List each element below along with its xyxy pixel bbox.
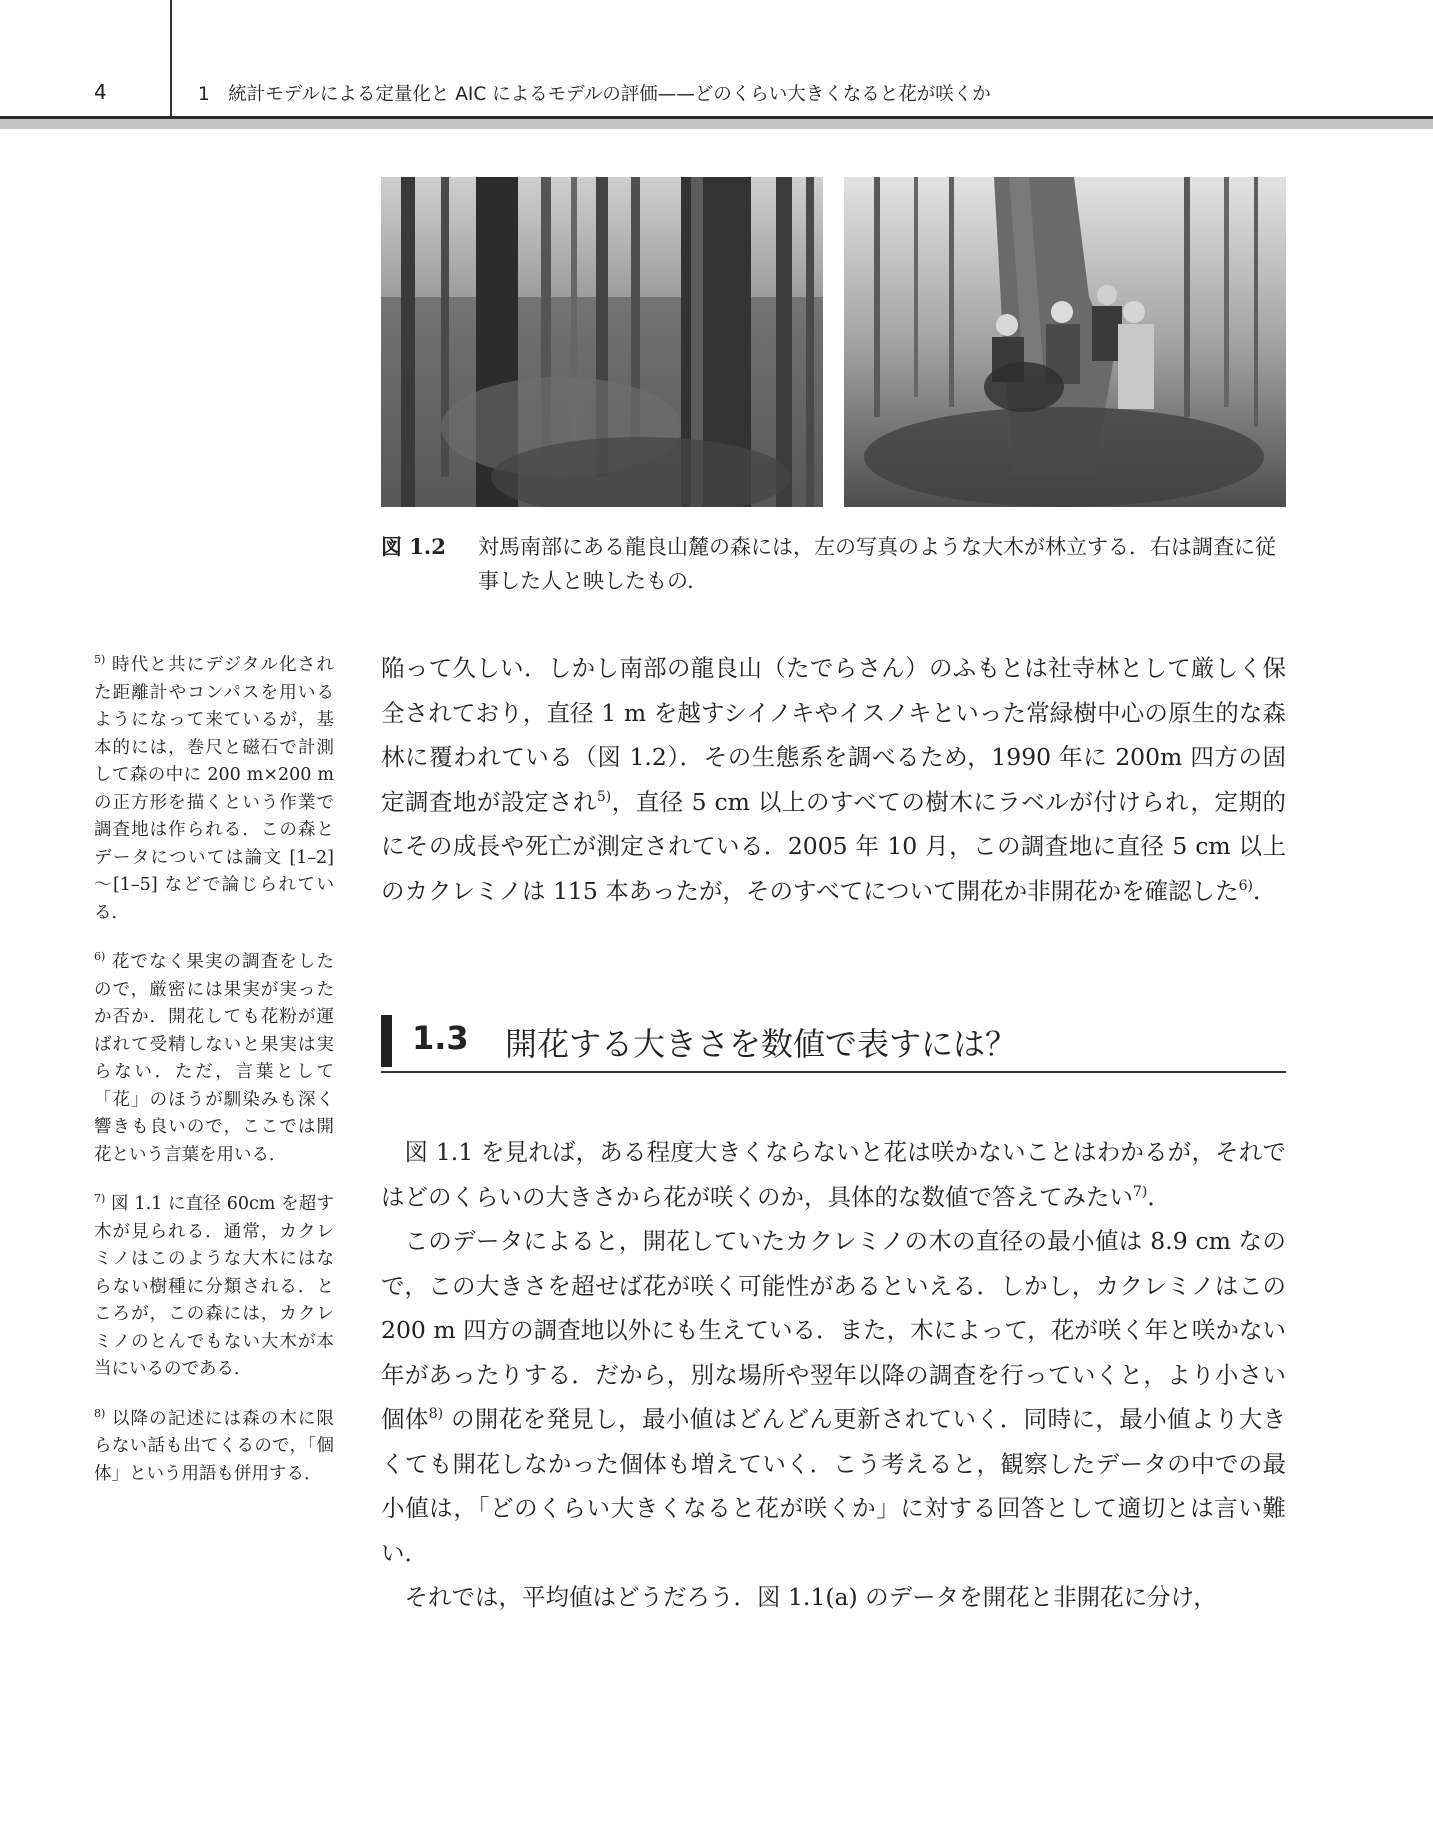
footnote-text: 時代と共にデジタル化された距離計やコンパスを用いるようになって来ているが，基本的には，巻尺と磁石で計測して森の中に 200 m×200 m の正方形を描くという作業で調査地は作られる．この森とデータについては論文 [1–2]～[1–5] などで論じられている． [94,655,334,923]
paragraph [381,1575,1286,1620]
body-text-run: の開花を発見し，最小値はどんどん更新されていく．同時に，最小値より大きくても開花しなかった個体も増えていく．こう考えると，観察したデータの中での最小値は，「どのくらい大きくなると花が咲くか」に対する回答として適切とは言い難い． [381,1405,1287,1567]
footnote-mark: 8) [94,1406,106,1420]
section-heading [381,1011,1286,1073]
footnote-6 [94,949,334,1169]
footnote-text: 図 1.1 に直径 60cm を超す木が見られる．通常，カクレミノはこのような大木にはならない樹種に分類される．ところが，この森には，カクレミノのとんでもない大木が本当にいるのである． [94,1194,334,1379]
footnote-mark: 5) [94,653,106,667]
footnote-ref: 5) [596,788,612,805]
body-text-run: ． [1253,876,1277,905]
footnote-ref: 8) [428,1406,444,1423]
figure-caption-text: 対馬南部にある龍良山麓の森には，左の写真のような大木が林立する．右は調査に従事した人と映したもの． [478,535,1276,593]
footnote-ref: 6) [1238,877,1253,894]
body-text-run: ，直径 5 cm 以上のすべての樹木にラベルが付けられ，定期的にその成長や死亡が測定されている．2005 年 10 月，この調査地に直径 5 cm 以上のカクレミノは 115 本あったが，そのすべてについて開花か非開花かを確認した [381,787,1287,905]
body-text-run: 図 1.1 を見れば，ある程度大きくならないと花は咲かないことはわかるが，それではどのくらいの大きさから花が咲くのか，具体的な数値で答えてみたい [381,1138,1286,1211]
page-number: 4 [94,80,107,104]
body-text [381,646,1286,913]
footnote-mark: 7) [94,1192,106,1206]
footnote-mark: 6) [94,950,106,964]
paragraph [381,1130,1286,1219]
footnote-text: 花でなく果実の調査をしたので，厳密には果実が実ったか否か．開花しても花粉が運ばれて受精しないと果実は実らない．ただ，言葉として「花」のほうが馴染みも深く響きも良いので，ここでは開花という言葉を用いる． [94,952,334,1165]
side-notes [94,652,334,1510]
forest-photo-left [381,177,823,507]
body-text-run: ． [1147,1182,1171,1211]
forest-photo-right [844,177,1286,507]
header-divider [170,0,172,116]
body-text-run: それでは，平均値はどうだろう．図 1.1(a) のデータを開花と非開花に分け， [404,1583,1217,1611]
running-header [0,0,1433,118]
section-bar [381,1015,392,1067]
header-rule [0,116,1433,129]
section-body [381,1130,1286,1620]
figure-label: 図 1.2 [381,534,446,559]
section-title: 開花する大きさを数値で表すには？ [505,1025,1018,1063]
footnote-ref: 7) [1133,1183,1148,1200]
paragraph [381,1219,1286,1575]
body-text-run: 陥って久しい．しかし南部の龍良山（たでらさん）のふもとは社寺林として厳しく保全されており，直径 1 m を越すシイノキやイスノキといった常緑樹中心の原生的な森林に覆われている（図 1.2）．その生態系を調べるため，1990 年に 200m 四方の固定調査地が設定され [381,654,1286,816]
footnote-5 [94,652,334,927]
running-title: 1 統計モデルによる定量化と AIC によるモデルの評価——どのくらい大きくなると花が咲くか [198,84,991,105]
footnote-text: 以降の記述には森の木に限らない話も出てくるので，「個体」という用語も併用する． [94,1408,334,1484]
footnote-8 [94,1406,334,1489]
body-text-run: このデータによると，開花していたカクレミノの木の直径の最小値は 8.9 cm なので，この大きさを超せば花が咲く可能性があるといえる．しかし，カクレミノはこの 200 m 四方の調査地以外にも生えている．また，木によって，花が咲く年と咲かない年があったりする．だから，別な場所や翌年以降の調査を行っていくと，より小さい個体 [381,1227,1286,1433]
footnote-7 [94,1191,334,1384]
paragraph [381,646,1286,913]
section-number: 1.3 [412,1019,469,1057]
